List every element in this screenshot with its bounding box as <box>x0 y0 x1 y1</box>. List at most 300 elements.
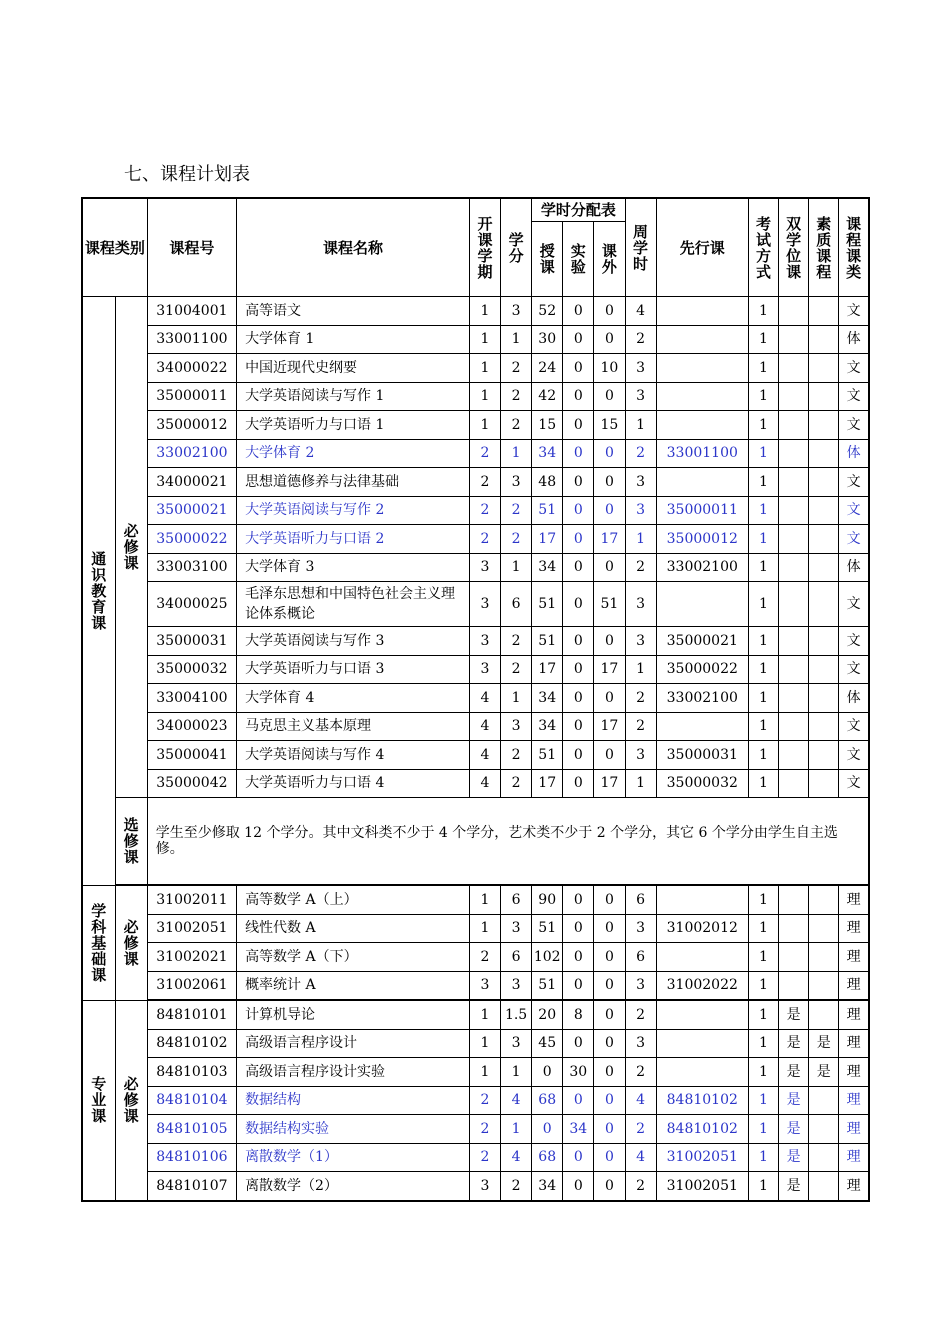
lab-hours-cell: 0 <box>563 496 594 525</box>
semester-cell: 4 <box>469 741 500 770</box>
course-name: 毛泽东思想和中国特色社会主义理论体系概论 <box>237 582 470 627</box>
exam-cell: 1 <box>748 914 778 943</box>
lab-hours-cell: 0 <box>563 741 594 770</box>
weekly-hours-cell: 3 <box>625 496 656 525</box>
quality-cell: 是 <box>809 1058 839 1087</box>
header-quality: 素质课程 <box>809 198 839 297</box>
lecture-hours-cell: 24 <box>532 354 563 383</box>
double-degree-cell: 是 <box>779 1143 809 1172</box>
course-code: 33002100 <box>147 439 236 468</box>
double-degree-cell: 是 <box>779 1058 809 1087</box>
credits-cell: 4 <box>501 1143 532 1172</box>
header-code: 课程号 <box>147 198 236 297</box>
lab-hours-cell: 0 <box>563 382 594 411</box>
type-cell: 文 <box>839 382 869 411</box>
exam-cell: 1 <box>748 1029 778 1058</box>
type-cell: 文 <box>839 496 869 525</box>
course-name: 线性代数 A <box>237 914 470 943</box>
table-row <box>82 325 869 354</box>
course-name: 大学英语阅读与写作 4 <box>237 741 470 770</box>
semester-cell: 1 <box>469 325 500 354</box>
header-category: 课程类别 <box>82 198 147 297</box>
lab-hours-cell: 0 <box>563 655 594 684</box>
course-name: 大学英语听力与口语 1 <box>237 411 470 440</box>
lecture-hours-cell: 30 <box>532 325 563 354</box>
semester-cell: 1 <box>469 914 500 943</box>
header-lecture: 授课 <box>532 222 563 297</box>
lecture-hours-cell: 51 <box>532 496 563 525</box>
prereq-cell: 31002012 <box>656 914 748 943</box>
weekly-hours-cell: 2 <box>625 325 656 354</box>
header-semester: 开课学期 <box>469 198 500 297</box>
type-cell: 理 <box>839 1058 869 1087</box>
exam-cell: 1 <box>748 1086 778 1115</box>
extra-hours-cell: 17 <box>594 712 625 741</box>
credits-cell: 6 <box>501 582 532 627</box>
course-code: 31002021 <box>147 943 236 972</box>
double-degree-cell <box>779 553 809 582</box>
double-degree-cell <box>779 914 809 943</box>
quality-cell <box>809 627 839 656</box>
weekly-hours-cell: 2 <box>625 712 656 741</box>
credits-cell: 2 <box>501 741 532 770</box>
course-name: 大学体育 2 <box>237 439 470 468</box>
course-code: 34000022 <box>147 354 236 383</box>
lecture-hours-cell: 17 <box>532 525 563 554</box>
extra-hours-cell: 0 <box>594 325 625 354</box>
exam-cell: 1 <box>748 325 778 354</box>
quality-cell <box>809 411 839 440</box>
double-degree-cell <box>779 382 809 411</box>
type-cell: 文 <box>839 655 869 684</box>
course-code: 33001100 <box>147 325 236 354</box>
lab-hours-cell: 0 <box>563 1086 594 1115</box>
lecture-hours-cell: 20 <box>532 1000 563 1029</box>
prereq-cell <box>656 382 748 411</box>
lecture-hours-cell: 52 <box>532 297 563 326</box>
weekly-hours-cell: 6 <box>625 885 656 914</box>
prereq-cell <box>656 582 748 627</box>
semester-cell: 3 <box>469 655 500 684</box>
course-code: 34000025 <box>147 582 236 627</box>
lab-hours-cell: 0 <box>563 1029 594 1058</box>
exam-cell: 1 <box>748 382 778 411</box>
credits-cell: 3 <box>501 468 532 497</box>
prereq-cell: 31002051 <box>656 1143 748 1172</box>
course-name: 高级语言程序设计实验 <box>237 1058 470 1087</box>
lecture-hours-cell: 34 <box>532 553 563 582</box>
prereq-cell <box>656 411 748 440</box>
subgroup-elective: 选修课 <box>115 798 147 886</box>
table-row <box>82 1086 869 1115</box>
credits-cell: 1.5 <box>501 1000 532 1029</box>
type-cell: 文 <box>839 582 869 627</box>
lecture-hours-cell: 34 <box>532 712 563 741</box>
type-cell: 文 <box>839 769 869 798</box>
prereq-cell: 84810102 <box>656 1086 748 1115</box>
course-name: 大学英语阅读与写作 3 <box>237 627 470 656</box>
exam-cell: 1 <box>748 525 778 554</box>
type-cell: 理 <box>839 1000 869 1029</box>
lab-hours-cell: 0 <box>563 712 594 741</box>
header-credits: 学分 <box>501 198 532 297</box>
lab-hours-cell: 0 <box>563 1172 594 1201</box>
course-code: 31004001 <box>147 297 236 326</box>
semester-cell: 4 <box>469 769 500 798</box>
table-row <box>82 553 869 582</box>
double-degree-cell: 是 <box>779 1086 809 1115</box>
lecture-hours-cell: 0 <box>532 1115 563 1144</box>
exam-cell: 1 <box>748 885 778 914</box>
credits-cell: 6 <box>501 943 532 972</box>
table-row <box>82 1029 869 1058</box>
extra-hours-cell: 0 <box>594 1086 625 1115</box>
double-degree-cell <box>779 885 809 914</box>
lecture-hours-cell: 15 <box>532 411 563 440</box>
double-degree-cell: 是 <box>779 1172 809 1201</box>
course-code: 35000011 <box>147 382 236 411</box>
weekly-hours-cell: 3 <box>625 382 656 411</box>
extra-hours-cell: 0 <box>594 741 625 770</box>
group-major: 专业课 <box>82 1000 115 1201</box>
double-degree-cell <box>779 712 809 741</box>
type-cell: 文 <box>839 741 869 770</box>
prereq-cell: 35000022 <box>656 655 748 684</box>
exam-cell: 1 <box>748 468 778 497</box>
exam-cell: 1 <box>748 553 778 582</box>
type-cell: 理 <box>839 1172 869 1201</box>
extra-hours-cell: 0 <box>594 439 625 468</box>
exam-cell: 1 <box>748 1115 778 1144</box>
lecture-hours-cell: 51 <box>532 582 563 627</box>
double-degree-cell <box>779 297 809 326</box>
semester-cell: 1 <box>469 885 500 914</box>
weekly-hours-cell: 1 <box>625 411 656 440</box>
prereq-cell: 35000031 <box>656 741 748 770</box>
extra-hours-cell: 0 <box>594 1000 625 1029</box>
extra-hours-cell: 17 <box>594 525 625 554</box>
credits-cell: 6 <box>501 885 532 914</box>
exam-cell: 1 <box>748 1143 778 1172</box>
extra-hours-cell: 0 <box>594 496 625 525</box>
semester-cell: 2 <box>469 1115 500 1144</box>
lab-hours-cell: 34 <box>563 1115 594 1144</box>
lecture-hours-cell: 34 <box>532 684 563 713</box>
credits-cell: 3 <box>501 971 532 1000</box>
course-name: 高等语文 <box>237 297 470 326</box>
quality-cell: 是 <box>809 1029 839 1058</box>
weekly-hours-cell: 4 <box>625 1086 656 1115</box>
course-code: 35000042 <box>147 769 236 798</box>
quality-cell <box>809 1115 839 1144</box>
prereq-cell: 33002100 <box>656 684 748 713</box>
semester-cell: 3 <box>469 582 500 627</box>
credits-cell: 1 <box>501 1058 532 1087</box>
extra-hours-cell: 0 <box>594 1115 625 1144</box>
exam-cell: 1 <box>748 1058 778 1087</box>
extra-hours-cell: 0 <box>594 1058 625 1087</box>
table-row <box>82 1143 869 1172</box>
lab-hours-cell: 0 <box>563 354 594 383</box>
course-code: 31002011 <box>147 885 236 914</box>
double-degree-cell <box>779 655 809 684</box>
elective-note: 学生至少修取 12 个学分。其中文科类不少于 4 个学分，艺术类不少于 2 个学分，其它 6 个学分由学生自主选修。 <box>147 798 869 886</box>
semester-cell: 1 <box>469 411 500 440</box>
double-degree-cell <box>779 582 809 627</box>
type-cell: 理 <box>839 914 869 943</box>
extra-hours-cell: 0 <box>594 971 625 1000</box>
credits-cell: 2 <box>501 769 532 798</box>
type-cell: 理 <box>839 1029 869 1058</box>
lecture-hours-cell: 48 <box>532 468 563 497</box>
type-cell: 文 <box>839 525 869 554</box>
credits-cell: 2 <box>501 655 532 684</box>
semester-cell: 3 <box>469 553 500 582</box>
table-row <box>82 943 869 972</box>
lab-hours-cell: 0 <box>563 297 594 326</box>
double-degree-cell <box>779 496 809 525</box>
table-row <box>82 382 869 411</box>
table-row <box>82 1000 869 1029</box>
double-degree-cell: 是 <box>779 1000 809 1029</box>
quality-cell <box>809 382 839 411</box>
course-name: 大学英语听力与口语 2 <box>237 525 470 554</box>
table-row <box>82 525 869 554</box>
course-name: 离散数学（1） <box>237 1143 470 1172</box>
table-row <box>82 582 869 627</box>
header-type: 课程课类 <box>839 198 869 297</box>
type-cell: 文 <box>839 627 869 656</box>
quality-cell <box>809 712 839 741</box>
group-foundation: 学科基础课 <box>82 885 115 1000</box>
prereq-cell: 35000011 <box>656 496 748 525</box>
table-row <box>82 411 869 440</box>
course-name: 高级语言程序设计 <box>237 1029 470 1058</box>
group-general: 通识教育课 <box>82 297 115 886</box>
quality-cell <box>809 885 839 914</box>
weekly-hours-cell: 3 <box>625 354 656 383</box>
prereq-cell: 35000021 <box>656 627 748 656</box>
lab-hours-cell: 0 <box>563 439 594 468</box>
header-double-degree: 双学位课 <box>779 198 809 297</box>
lab-hours-cell: 0 <box>563 553 594 582</box>
lecture-hours-cell: 51 <box>532 914 563 943</box>
credits-cell: 3 <box>501 914 532 943</box>
prereq-cell <box>656 1058 748 1087</box>
course-name: 大学英语阅读与写作 2 <box>237 496 470 525</box>
weekly-hours-cell: 3 <box>625 1029 656 1058</box>
prereq-cell <box>656 1029 748 1058</box>
table-row <box>82 468 869 497</box>
credits-cell: 4 <box>501 1086 532 1115</box>
lab-hours-cell: 0 <box>563 325 594 354</box>
quality-cell <box>809 468 839 497</box>
table-row <box>82 439 869 468</box>
lecture-hours-cell: 68 <box>532 1143 563 1172</box>
type-cell: 理 <box>839 943 869 972</box>
weekly-hours-cell: 2 <box>625 1058 656 1087</box>
semester-cell: 2 <box>469 943 500 972</box>
course-name: 高等数学 A（上） <box>237 885 470 914</box>
lecture-hours-cell: 68 <box>532 1086 563 1115</box>
type-cell: 理 <box>839 1143 869 1172</box>
course-name: 大学体育 4 <box>237 684 470 713</box>
credits-cell: 3 <box>501 712 532 741</box>
extra-hours-cell: 10 <box>594 354 625 383</box>
exam-cell: 1 <box>748 741 778 770</box>
table-row <box>82 1115 869 1144</box>
exam-cell: 1 <box>748 655 778 684</box>
extra-hours-cell: 0 <box>594 468 625 497</box>
weekly-hours-cell: 3 <box>625 627 656 656</box>
quality-cell <box>809 354 839 383</box>
course-name: 大学英语听力与口语 3 <box>237 655 470 684</box>
lab-hours-cell: 0 <box>563 411 594 440</box>
course-code: 33004100 <box>147 684 236 713</box>
type-cell: 体 <box>839 325 869 354</box>
credits-cell: 1 <box>501 325 532 354</box>
double-degree-cell <box>779 439 809 468</box>
weekly-hours-cell: 2 <box>625 1000 656 1029</box>
semester-cell: 2 <box>469 496 500 525</box>
weekly-hours-cell: 2 <box>625 684 656 713</box>
extra-hours-cell: 0 <box>594 684 625 713</box>
prereq-cell: 33001100 <box>656 439 748 468</box>
exam-cell: 1 <box>748 439 778 468</box>
course-name: 大学英语听力与口语 4 <box>237 769 470 798</box>
type-cell: 文 <box>839 297 869 326</box>
quality-cell <box>809 582 839 627</box>
double-degree-cell <box>779 354 809 383</box>
quality-cell <box>809 1086 839 1115</box>
subgroup-required: 必修课 <box>115 297 147 798</box>
semester-cell: 2 <box>469 1086 500 1115</box>
quality-cell <box>809 655 839 684</box>
lab-hours-cell: 0 <box>563 627 594 656</box>
table-row <box>82 655 869 684</box>
weekly-hours-cell: 3 <box>625 468 656 497</box>
course-name: 马克思主义基本原理 <box>237 712 470 741</box>
semester-cell: 2 <box>469 468 500 497</box>
double-degree-cell <box>779 525 809 554</box>
course-name: 大学体育 1 <box>237 325 470 354</box>
weekly-hours-cell: 1 <box>625 769 656 798</box>
type-cell: 理 <box>839 885 869 914</box>
page-title: 七、课程计划表 <box>124 164 250 185</box>
semester-cell: 1 <box>469 297 500 326</box>
double-degree-cell <box>779 943 809 972</box>
course-name: 大学英语阅读与写作 1 <box>237 382 470 411</box>
weekly-hours-cell: 3 <box>625 971 656 1000</box>
lecture-hours-cell: 17 <box>532 655 563 684</box>
exam-cell: 1 <box>748 297 778 326</box>
lecture-hours-cell: 51 <box>532 971 563 1000</box>
quality-cell <box>809 1143 839 1172</box>
semester-cell: 4 <box>469 712 500 741</box>
weekly-hours-cell: 3 <box>625 741 656 770</box>
quality-cell <box>809 684 839 713</box>
credits-cell: 2 <box>501 525 532 554</box>
type-cell: 文 <box>839 712 869 741</box>
header-prereq: 先行课 <box>656 198 748 297</box>
extra-hours-cell: 0 <box>594 914 625 943</box>
type-cell: 理 <box>839 971 869 1000</box>
lecture-hours-cell: 90 <box>532 885 563 914</box>
prereq-cell: 35000012 <box>656 525 748 554</box>
type-cell: 体 <box>839 684 869 713</box>
double-degree-cell <box>779 325 809 354</box>
course-name: 数据结构 <box>237 1086 470 1115</box>
prereq-cell <box>656 297 748 326</box>
weekly-hours-cell: 2 <box>625 1115 656 1144</box>
credits-cell: 2 <box>501 382 532 411</box>
weekly-hours-cell: 6 <box>625 943 656 972</box>
table-row <box>82 885 869 914</box>
semester-cell: 1 <box>469 382 500 411</box>
prereq-cell <box>656 943 748 972</box>
credits-cell: 1 <box>501 439 532 468</box>
extra-hours-cell: 0 <box>594 382 625 411</box>
semester-cell: 2 <box>469 439 500 468</box>
lecture-hours-cell: 0 <box>532 1058 563 1087</box>
quality-cell <box>809 496 839 525</box>
quality-cell <box>809 525 839 554</box>
lab-hours-cell: 0 <box>563 943 594 972</box>
extra-hours-cell: 15 <box>594 411 625 440</box>
credits-cell: 2 <box>501 1172 532 1201</box>
quality-cell <box>809 741 839 770</box>
header-name: 课程名称 <box>237 198 470 297</box>
weekly-hours-cell: 4 <box>625 1143 656 1172</box>
exam-cell: 1 <box>748 943 778 972</box>
course-code: 35000021 <box>147 496 236 525</box>
semester-cell: 1 <box>469 1000 500 1029</box>
course-code: 84810106 <box>147 1143 236 1172</box>
double-degree-cell: 是 <box>779 1115 809 1144</box>
table-row <box>82 1172 869 1201</box>
quality-cell <box>809 325 839 354</box>
lecture-hours-cell: 51 <box>532 741 563 770</box>
course-code: 84810101 <box>147 1000 236 1029</box>
course-code: 35000041 <box>147 741 236 770</box>
semester-cell: 3 <box>469 627 500 656</box>
quality-cell <box>809 553 839 582</box>
credits-cell: 1 <box>501 553 532 582</box>
lab-hours-cell: 0 <box>563 582 594 627</box>
prereq-cell <box>656 468 748 497</box>
semester-cell: 3 <box>469 1172 500 1201</box>
lecture-hours-cell: 102 <box>532 943 563 972</box>
quality-cell <box>809 1172 839 1201</box>
prereq-cell: 31002051 <box>656 1172 748 1201</box>
quality-cell <box>809 1000 839 1029</box>
course-name: 离散数学（2） <box>237 1172 470 1201</box>
lecture-hours-cell: 34 <box>532 1172 563 1201</box>
credits-cell: 2 <box>501 627 532 656</box>
weekly-hours-cell: 1 <box>625 655 656 684</box>
course-code: 34000023 <box>147 712 236 741</box>
extra-hours-cell: 17 <box>594 769 625 798</box>
quality-cell <box>809 439 839 468</box>
double-degree-cell <box>779 769 809 798</box>
lab-hours-cell: 30 <box>563 1058 594 1087</box>
course-name: 高等数学 A（下） <box>237 943 470 972</box>
weekly-hours-cell: 3 <box>625 914 656 943</box>
extra-hours-cell: 0 <box>594 1143 625 1172</box>
weekly-hours-cell: 4 <box>625 297 656 326</box>
lab-hours-cell: 0 <box>563 914 594 943</box>
lecture-hours-cell: 42 <box>532 382 563 411</box>
